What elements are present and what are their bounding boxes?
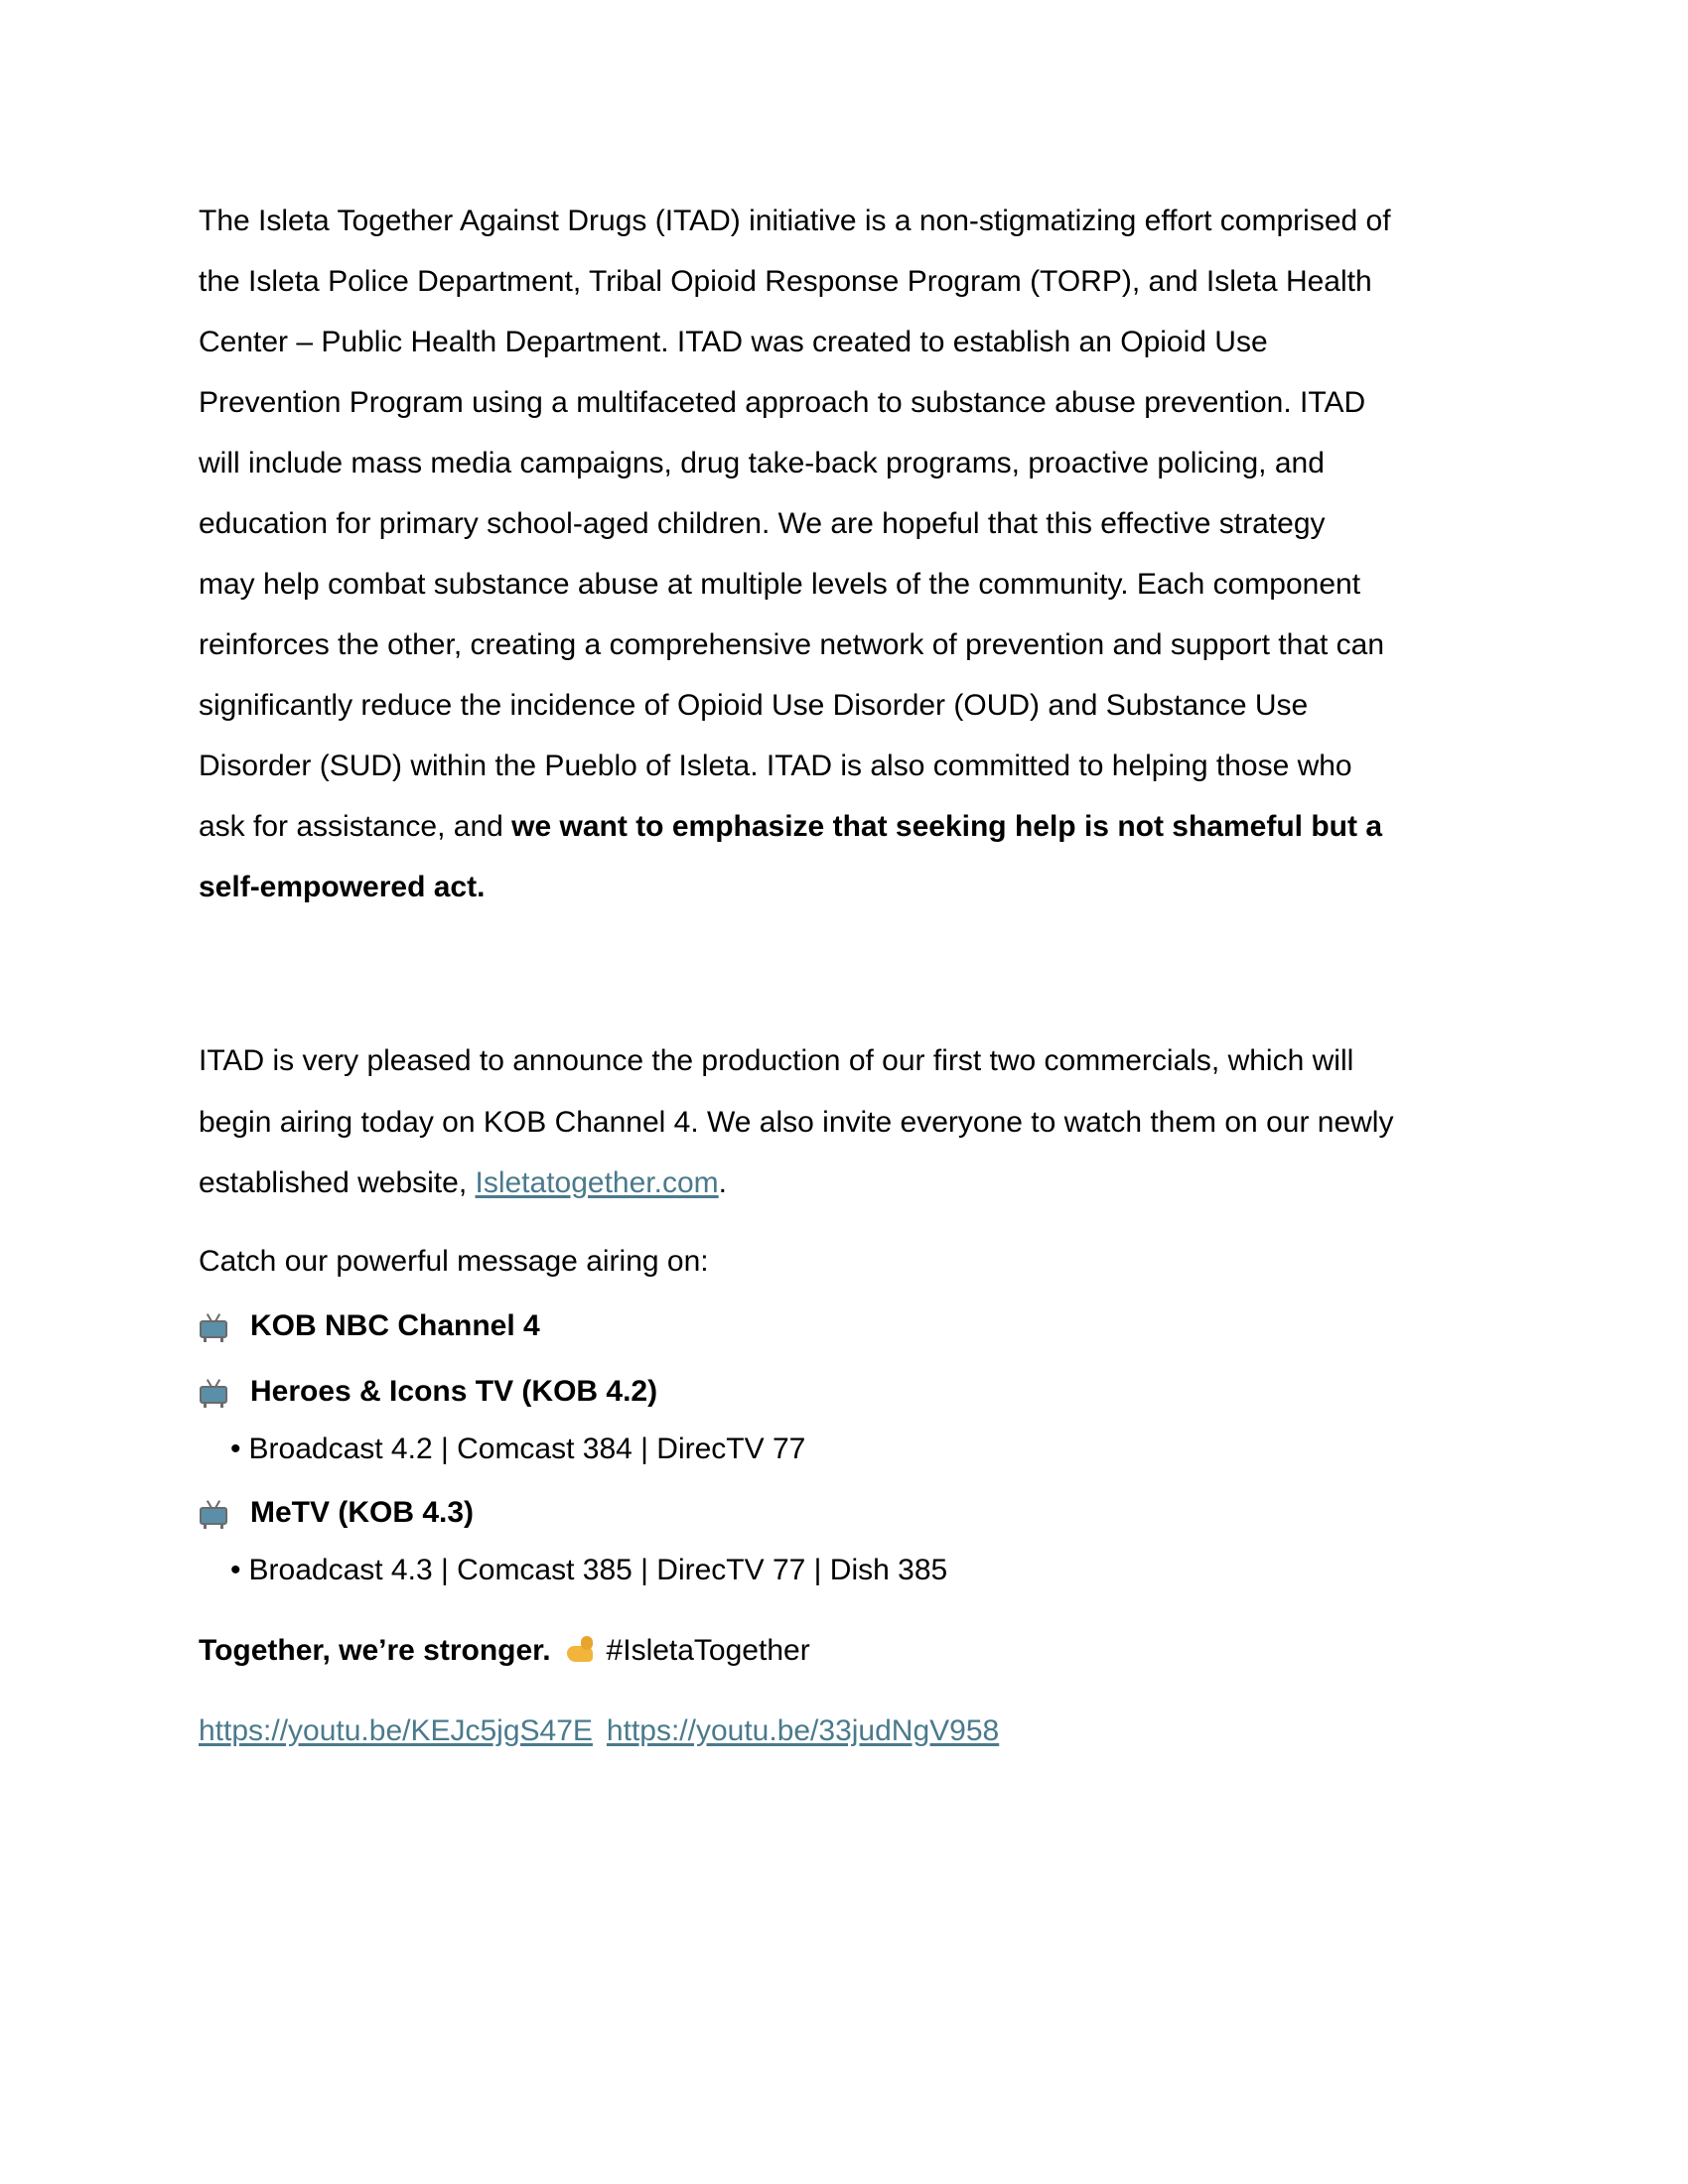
channel-name: KOB NBC Channel 4: [250, 1308, 540, 1342]
announcement-line: established website,: [199, 1166, 476, 1199]
channel-detail: [199, 1542, 1479, 1599]
channel-detail: [199, 1421, 1479, 1478]
closing-line: [199, 1621, 1479, 1681]
intro-line: the Isleta Police Department, Tribal Opioid Response Program (TORP), and Isleta Health: [199, 265, 1372, 298]
channel-detail-text: Broadcast 4.2 | Comcast 384 | DirecTV 77: [248, 1432, 806, 1465]
intro-line: may help combat substance abuse at multiple levels of the community. Each component: [199, 568, 1361, 601]
channel-metv: [199, 1484, 1479, 1542]
document-body: [199, 191, 1479, 1756]
closing-slogan: Together, we’re stronger.: [199, 1633, 551, 1667]
intro-line: The Isleta Together Against Drugs (ITAD) initiative is a non-stigmatizing effort comprised of: [199, 205, 1391, 237]
intro-line: Prevention Program using a multifaceted approach to substance abuse prevention. ITAD: [199, 386, 1366, 419]
intro-line: will include mass media campaigns, drug take-back programs, proactive policing, and: [199, 447, 1325, 479]
tv-icon: [199, 1379, 228, 1405]
channel-kob-nbc: [199, 1297, 1479, 1355]
tv-icon: [199, 1313, 228, 1339]
bullet: •: [230, 1553, 241, 1586]
intro-line: ask for assistance, and: [199, 810, 512, 843]
emphasis-text: we want to emphasize that seeking help is not shameful but a: [511, 810, 1382, 843]
flexed-biceps-icon: [565, 1636, 595, 1666]
channel-detail-text: Broadcast 4.3 | Comcast 385 | DirecTV 77 | Dish 385: [248, 1553, 948, 1586]
intro-line: Disorder (SUD) within the Pueblo of Isleta. ITAD is also committed to helping those who: [199, 750, 1352, 782]
intro-line: reinforces the other, creating a comprehensive network of prevention and support that can: [199, 628, 1385, 661]
announcement-paragraph: [199, 1030, 1479, 1214]
video-link-1[interactable]: https://youtu.be/KEJc5jgS47E: [199, 1713, 593, 1747]
intro-paragraph: [199, 191, 1479, 917]
video-link-2[interactable]: https://youtu.be/33judNgV958: [606, 1713, 1000, 1747]
tv-icon: [199, 1500, 228, 1526]
emphasis-text-end: self-empowered act.: [199, 871, 486, 903]
hashtag: #IsletaTogether: [606, 1633, 810, 1667]
channel-name: MeTV (KOB 4.3): [250, 1495, 475, 1529]
bullet: •: [230, 1432, 241, 1465]
airing-intro: Catch our powerful message airing on:: [199, 1244, 709, 1278]
announcement-line: ITAD is very pleased to announce the production of our first two commercials, which will: [199, 1044, 1354, 1077]
channel-name: Heroes & Icons TV (KOB 4.2): [250, 1374, 658, 1408]
intro-line: education for primary school-aged children. We are hopeful that this effective strategy: [199, 507, 1326, 540]
intro-line: Center – Public Health Department. ITAD was created to establish an Opioid Use: [199, 326, 1268, 358]
intro-line: significantly reduce the incidence of Opioid Use Disorder (OUD) and Substance Use: [199, 689, 1309, 722]
website-link[interactable]: Isletatogether.com: [475, 1166, 719, 1199]
announcement-line: begin airing today on KOB Channel 4. We also invite everyone to watch them on our newly: [199, 1105, 1394, 1139]
video-links: [199, 1706, 1479, 1756]
announcement-period: .: [718, 1166, 727, 1199]
channel-heroes-icons: [199, 1363, 1479, 1421]
